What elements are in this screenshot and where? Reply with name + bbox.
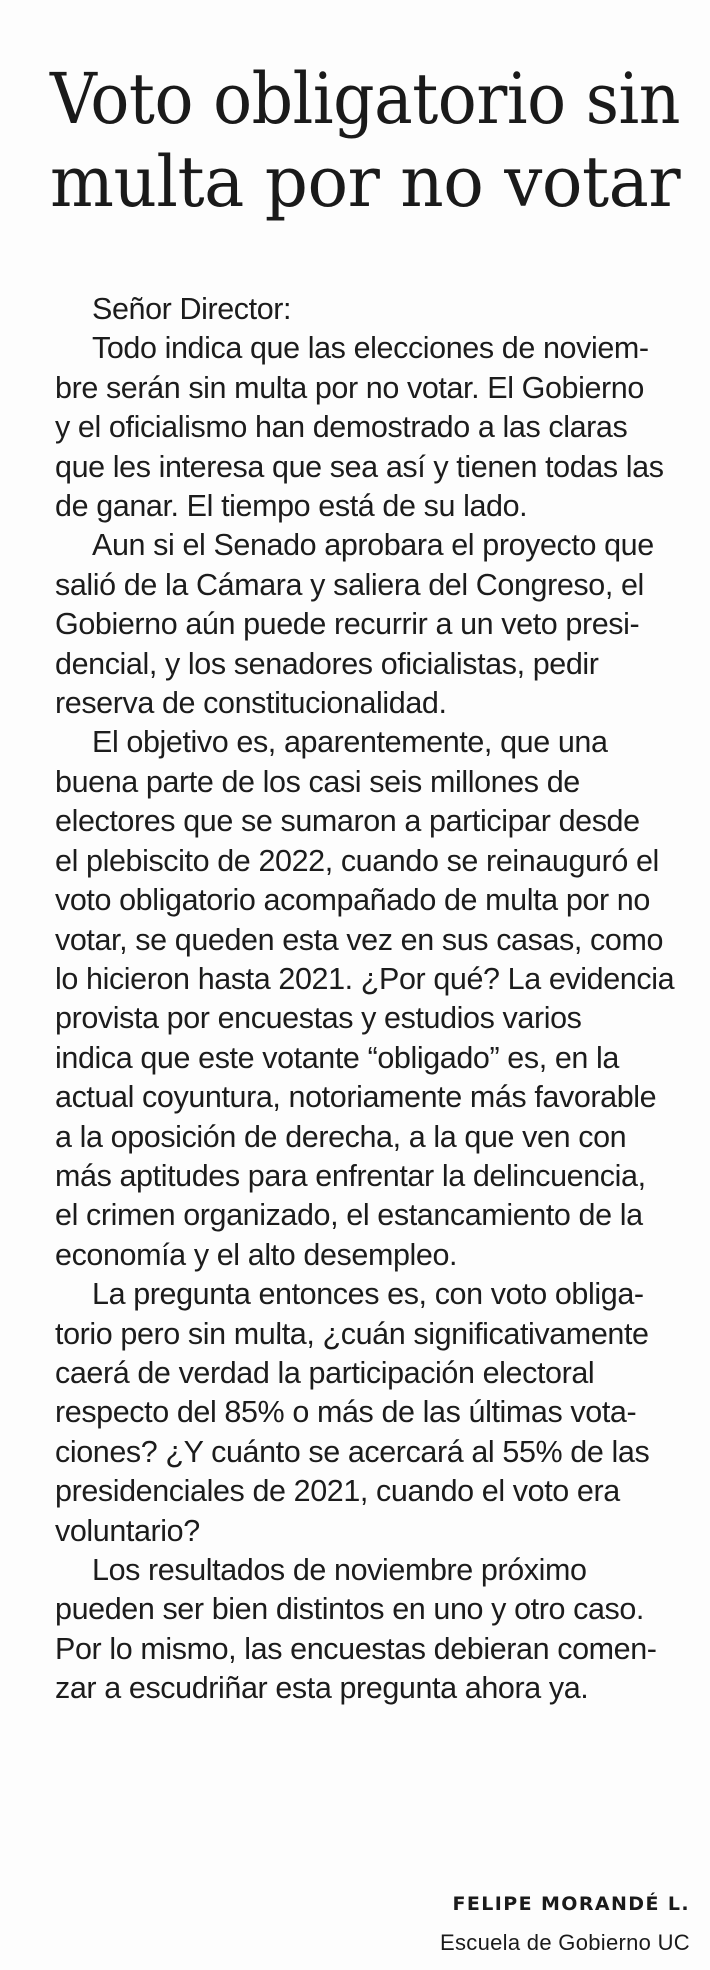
body-line: Aun si el Senado aprobara el proyecto que xyxy=(92,528,654,563)
body-line: torio pero sin multa, ¿cuán significativamente xyxy=(55,1316,649,1351)
body-line: respecto del 85% o más de las últimas vota- xyxy=(55,1395,637,1430)
body-line: voluntario? xyxy=(55,1513,200,1548)
body-line: La pregunta entonces es, con voto obliga- xyxy=(92,1277,644,1312)
body-line: y el oficialismo han demostrado a las claras xyxy=(55,410,628,445)
body-line: voto obligatorio acompañado de multa por no xyxy=(55,883,650,918)
body-line: que les interesa que sea así y tienen todas las xyxy=(55,449,664,484)
author-affiliation: Escuela de Gobierno UC xyxy=(440,1930,690,1955)
body-line: el plebiscito de 2022, cuando se reinauguró el xyxy=(55,843,659,878)
body-line: El objetivo es, aparentemente, que una xyxy=(92,725,608,760)
body-line: buena parte de los casi seis millones de xyxy=(55,764,580,799)
body-line: Los resultados de noviembre próximo xyxy=(92,1553,587,1587)
body-line: salió de la Cámara y saliera del Congreso, el xyxy=(55,567,644,602)
headline xyxy=(50,58,680,224)
body-line: actual coyuntura, notoriamente más favorable xyxy=(55,1080,657,1115)
body-line: votar, se queden esta vez en sus casas, como xyxy=(55,922,664,957)
body-line: el crimen organizado, el estancamiento de la xyxy=(55,1198,643,1233)
body-line: Por lo mismo, las encuestas debieran comen- xyxy=(55,1631,657,1666)
body-line: indica que este votante “obligado” es, en la xyxy=(55,1040,619,1075)
body-line: presidenciales de 2021, cuando el voto era xyxy=(55,1474,620,1509)
body-line: más aptitudes para enfrentar la delincuencia, xyxy=(55,1158,646,1193)
salutation: Señor Director: xyxy=(92,292,292,326)
body-line: zar a escudriñar esta pregunta ahora ya. xyxy=(55,1671,589,1706)
headline-line: Voto obligatorio sin xyxy=(50,58,680,140)
body-line: ciones? ¿Y cuánto se acercará al 55% de las xyxy=(55,1434,650,1469)
author-name: FELIPE MORANDÉ L. xyxy=(452,1893,690,1915)
letter-body xyxy=(55,290,687,1709)
body-line: provista por encuestas y estudios varios xyxy=(55,1001,582,1036)
body-line: dencial, y los senadores oficialistas, pedir xyxy=(55,646,599,681)
body-line: economía y el alto desempleo. xyxy=(55,1237,458,1272)
body-line: Todo indica que las elecciones de noviem- xyxy=(92,331,649,366)
body-line: bre serán sin multa por no votar. El Gobierno xyxy=(55,370,644,405)
body-line: a la oposición de derecha, a la que ven con xyxy=(55,1119,627,1154)
body-line: de ganar. El tiempo está de su lado. xyxy=(55,489,528,524)
body-line: lo hicieron hasta 2021. ¿Por qué? La evidencia xyxy=(55,961,675,996)
body-line: Gobierno aún puede recurrir a un veto presi- xyxy=(55,607,640,642)
body-line: pueden ser bien distintos en uno y otro caso. xyxy=(55,1592,645,1627)
headline-line: multa por no votar xyxy=(50,141,681,223)
body-line: caerá de verdad la participación electoral xyxy=(55,1355,595,1390)
body-line: reserva de constitucionalidad. xyxy=(55,686,447,721)
body-line: electores que se sumaron a participar desde xyxy=(55,804,640,839)
